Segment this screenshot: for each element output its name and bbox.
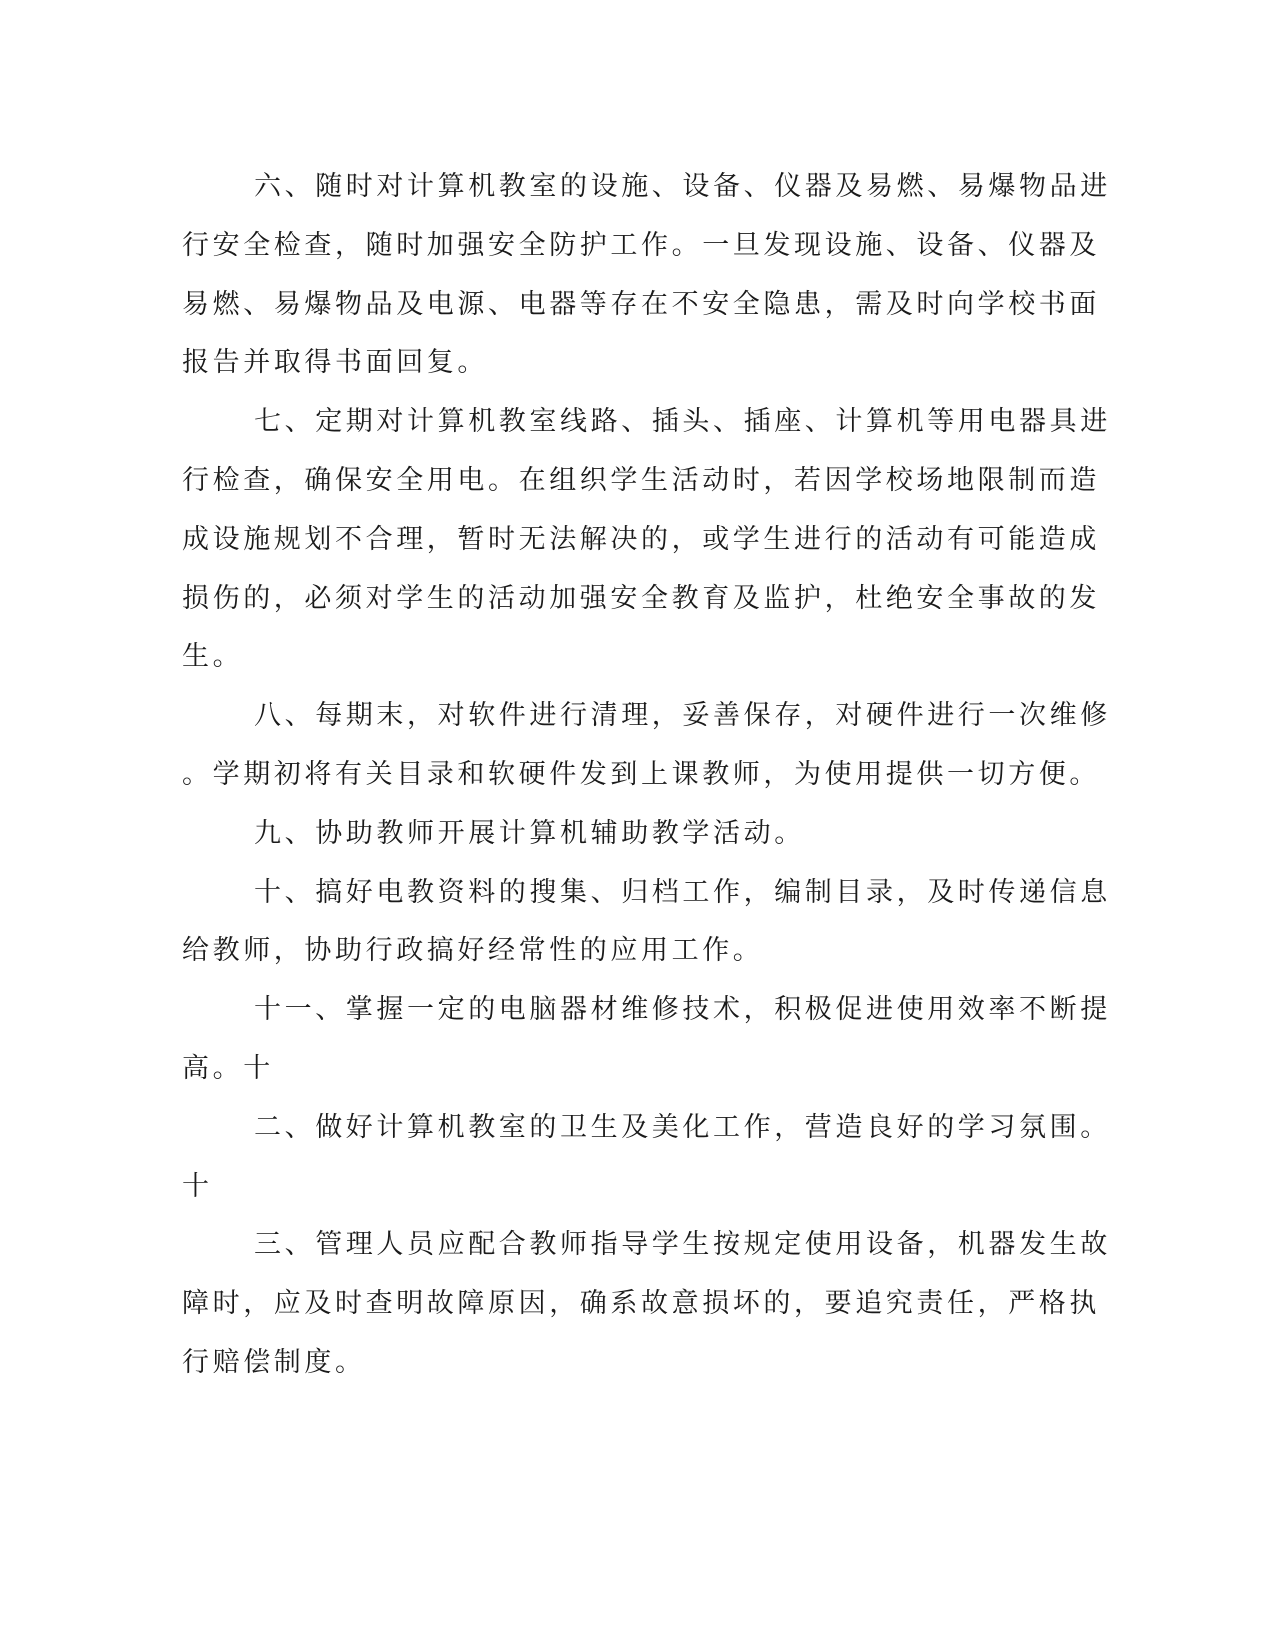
text-line: 七、定期对计算机教室线路、插头、插座、计算机等用电器具进 (254, 406, 1111, 438)
text-line: 三、管理人员应配合教师指导学生按规定使用设备，机器发生故 (254, 1229, 1111, 1261)
text-line: 损伤的，必须对学生的活动加强安全教育及监护，杜绝安全事故的发 (182, 582, 1100, 614)
text-line: 行赔偿制度。 (182, 1346, 366, 1378)
text-line: 给教师，协助行政搞好经常性的应用工作。 (182, 935, 764, 967)
text-line: 行检查，确保安全用电。在组织学生活动时，若因学校场地限制而造 (182, 464, 1100, 496)
text-line: 八、每期末，对软件进行清理，妥善保存，对硬件进行一次维修 (254, 700, 1111, 732)
text-line: 易燃、易爆物品及电源、电器等存在不安全隐患，需及时向学校书面 (182, 288, 1100, 320)
text-line: 十 (182, 1170, 213, 1202)
text-line: 障时，应及时查明故障原因，确系故意损坏的，要追究责任，严格执 (182, 1288, 1100, 1320)
text-line: 生。 (182, 641, 244, 673)
document-body (182, 158, 1111, 1393)
text-line: 。学期初将有关目录和软硬件发到上课教师，为使用提供一切方便。 (182, 758, 1100, 790)
text-line: 十、搞好电教资料的搜集、归档工作，编制目录，及时传递信息 (254, 876, 1111, 908)
text-line: 九、协助教师开展计算机辅助教学活动。 (254, 817, 805, 849)
text-line: 报告并取得书面回复。 (182, 347, 488, 379)
text-line: 六、随时对计算机教室的设施、设备、仪器及易燃、易爆物品进 (254, 171, 1111, 202)
text-line: 高。十 (182, 1052, 274, 1084)
text-line: 行安全检查，随时加强安全防护工作。一旦发现设施、设备、仪器及 (182, 229, 1100, 261)
text-line: 成设施规划不合理，暂时无法解决的，或学生进行的活动有可能造成 (182, 523, 1100, 555)
text-line: 十一、掌握一定的电脑器材维修技术，积极促进使用效率不断提 (254, 994, 1111, 1026)
text-line: 二、做好计算机教室的卫生及美化工作，营造良好的学习氛围。 (254, 1111, 1111, 1143)
